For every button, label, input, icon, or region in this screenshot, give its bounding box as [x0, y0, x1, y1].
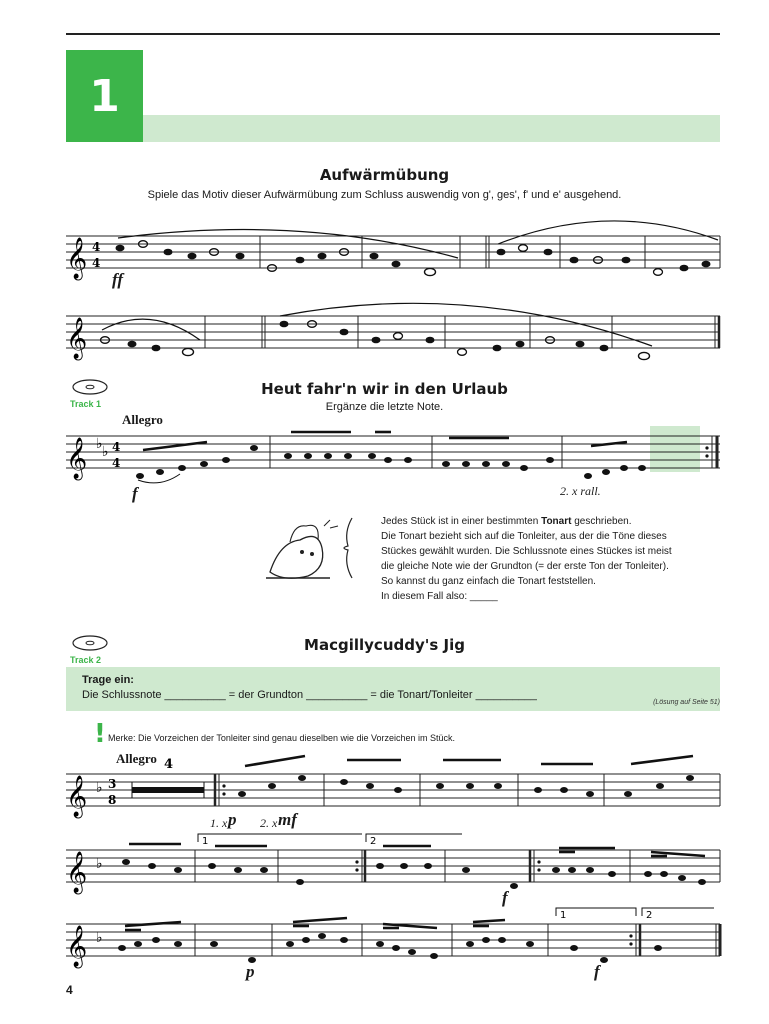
volta-2: 2: [370, 836, 377, 847]
time-signature-top: 4: [92, 240, 101, 254]
dynamic-mf: mf: [278, 810, 297, 829]
fill-in-line: Die Schlussnote __________ = der Grundton __________ = die Tonart/Tonleiter __________: [82, 689, 537, 701]
composer-illustration: [260, 512, 360, 584]
piece2-title: Macgillycuddy's Jig: [304, 636, 465, 654]
volta-bracket: [642, 908, 714, 916]
dynamic-p: p: [228, 810, 237, 829]
dynamic-ff: ff: [112, 270, 124, 289]
merke-note: Merke: Die Vorzeichen der Tonleiter sind genau dieselben wie die Vorzeichen im Stück.: [108, 733, 456, 743]
treble-clef: 𝄞: [66, 852, 88, 893]
exclamation-icon: !: [94, 719, 106, 749]
time-signature-bottom: 8: [108, 793, 117, 807]
volta-1: 1: [202, 836, 209, 847]
fill-in-title: Trage ein:: [82, 674, 134, 686]
volta-1: 1: [560, 910, 567, 921]
dynamic-f: f: [594, 962, 600, 981]
volta-bracket: [556, 908, 636, 916]
jig-staff-2: [0, 832, 769, 902]
chapter-number-box: [66, 50, 143, 142]
solution-reference: (Lösung auf Seite 51): [653, 699, 720, 706]
key-flat: ♭: [96, 780, 103, 796]
jig-staff-3: [0, 906, 769, 976]
piece1-title: Heut fahr'n wir in den Urlaub: [261, 380, 508, 398]
dynamic-f: f: [502, 888, 508, 907]
notes: [116, 241, 711, 276]
tempo-allegro: Allegro: [116, 751, 157, 766]
treble-clef: 𝄞: [66, 438, 88, 479]
treble-clef: 𝄞: [66, 776, 88, 817]
time-signature-top: 4: [112, 440, 121, 454]
warmup-title: Aufwärmübung: [319, 166, 450, 184]
info-line: die gleiche Note wie der Grundton (= der erste Ton der Tonleiter).: [381, 561, 669, 572]
dynamic-f: f: [132, 484, 138, 503]
volta-2: 2: [646, 910, 653, 921]
fill-in-box: [66, 667, 720, 711]
time-signature-bottom: 4: [92, 256, 101, 270]
tempo-allegro: Allegro: [122, 412, 163, 427]
tonart-explanation: [381, 514, 721, 604]
answer-box: [650, 426, 700, 472]
piece1-staff: [0, 428, 769, 498]
repeat-label-2: 2. x: [260, 816, 278, 830]
info-line: Stückes gewählt wurden. Die Schlussnote eines Stückes ist meist: [381, 546, 672, 557]
chapter-number: 1: [89, 70, 120, 122]
treble-clef: 𝄞: [66, 926, 88, 967]
info-line: In diesem Fall also: _____: [381, 591, 498, 602]
chapter-band: [143, 115, 720, 142]
key-flat: ♭: [96, 436, 103, 452]
rall-marking: 2. x rall.: [560, 484, 601, 498]
top-rule: [66, 33, 720, 35]
time-signature-bottom: 4: [112, 456, 121, 470]
treble-clef: 𝄞: [66, 238, 88, 279]
multi-measure-rest: [132, 787, 204, 793]
track-2-label: Track 2: [70, 655, 102, 665]
key-flat: ♭: [96, 930, 103, 946]
volta-bracket: [198, 834, 362, 842]
info-line: Jedes Stück ist in einer bestimmten Tonart geschrieben.: [381, 516, 632, 527]
slur: [498, 221, 718, 244]
info-line: Die Tonart bezieht sich auf die Tonleiter, aus der die Töne dieses: [381, 531, 667, 542]
key-flat: ♭: [102, 444, 109, 460]
repeat-label-1: 1. x: [210, 816, 228, 830]
warmup-staff-2: [0, 302, 769, 372]
page-number: 4: [66, 983, 73, 997]
dynamic-p: p: [246, 962, 255, 981]
track-1-label: Track 1: [70, 399, 102, 409]
time-signature-top: 3: [108, 777, 117, 791]
volta-bracket: [366, 834, 462, 842]
key-flat: ♭: [96, 856, 103, 872]
info-bold-tonart: Tonart: [541, 516, 572, 527]
treble-clef: 𝄞: [66, 318, 88, 359]
rest-count: 4: [164, 757, 174, 772]
info-line: So kannst du ganz einfach die Tonart feststellen.: [381, 576, 596, 587]
warmup-instruction: Spiele das Motiv dieser Aufwärmübung zum Schluss auswendig von g', ges', f' und e' ausgehend.: [147, 189, 622, 201]
piece1-subtitle: Ergänze die letzte Note.: [325, 401, 444, 413]
